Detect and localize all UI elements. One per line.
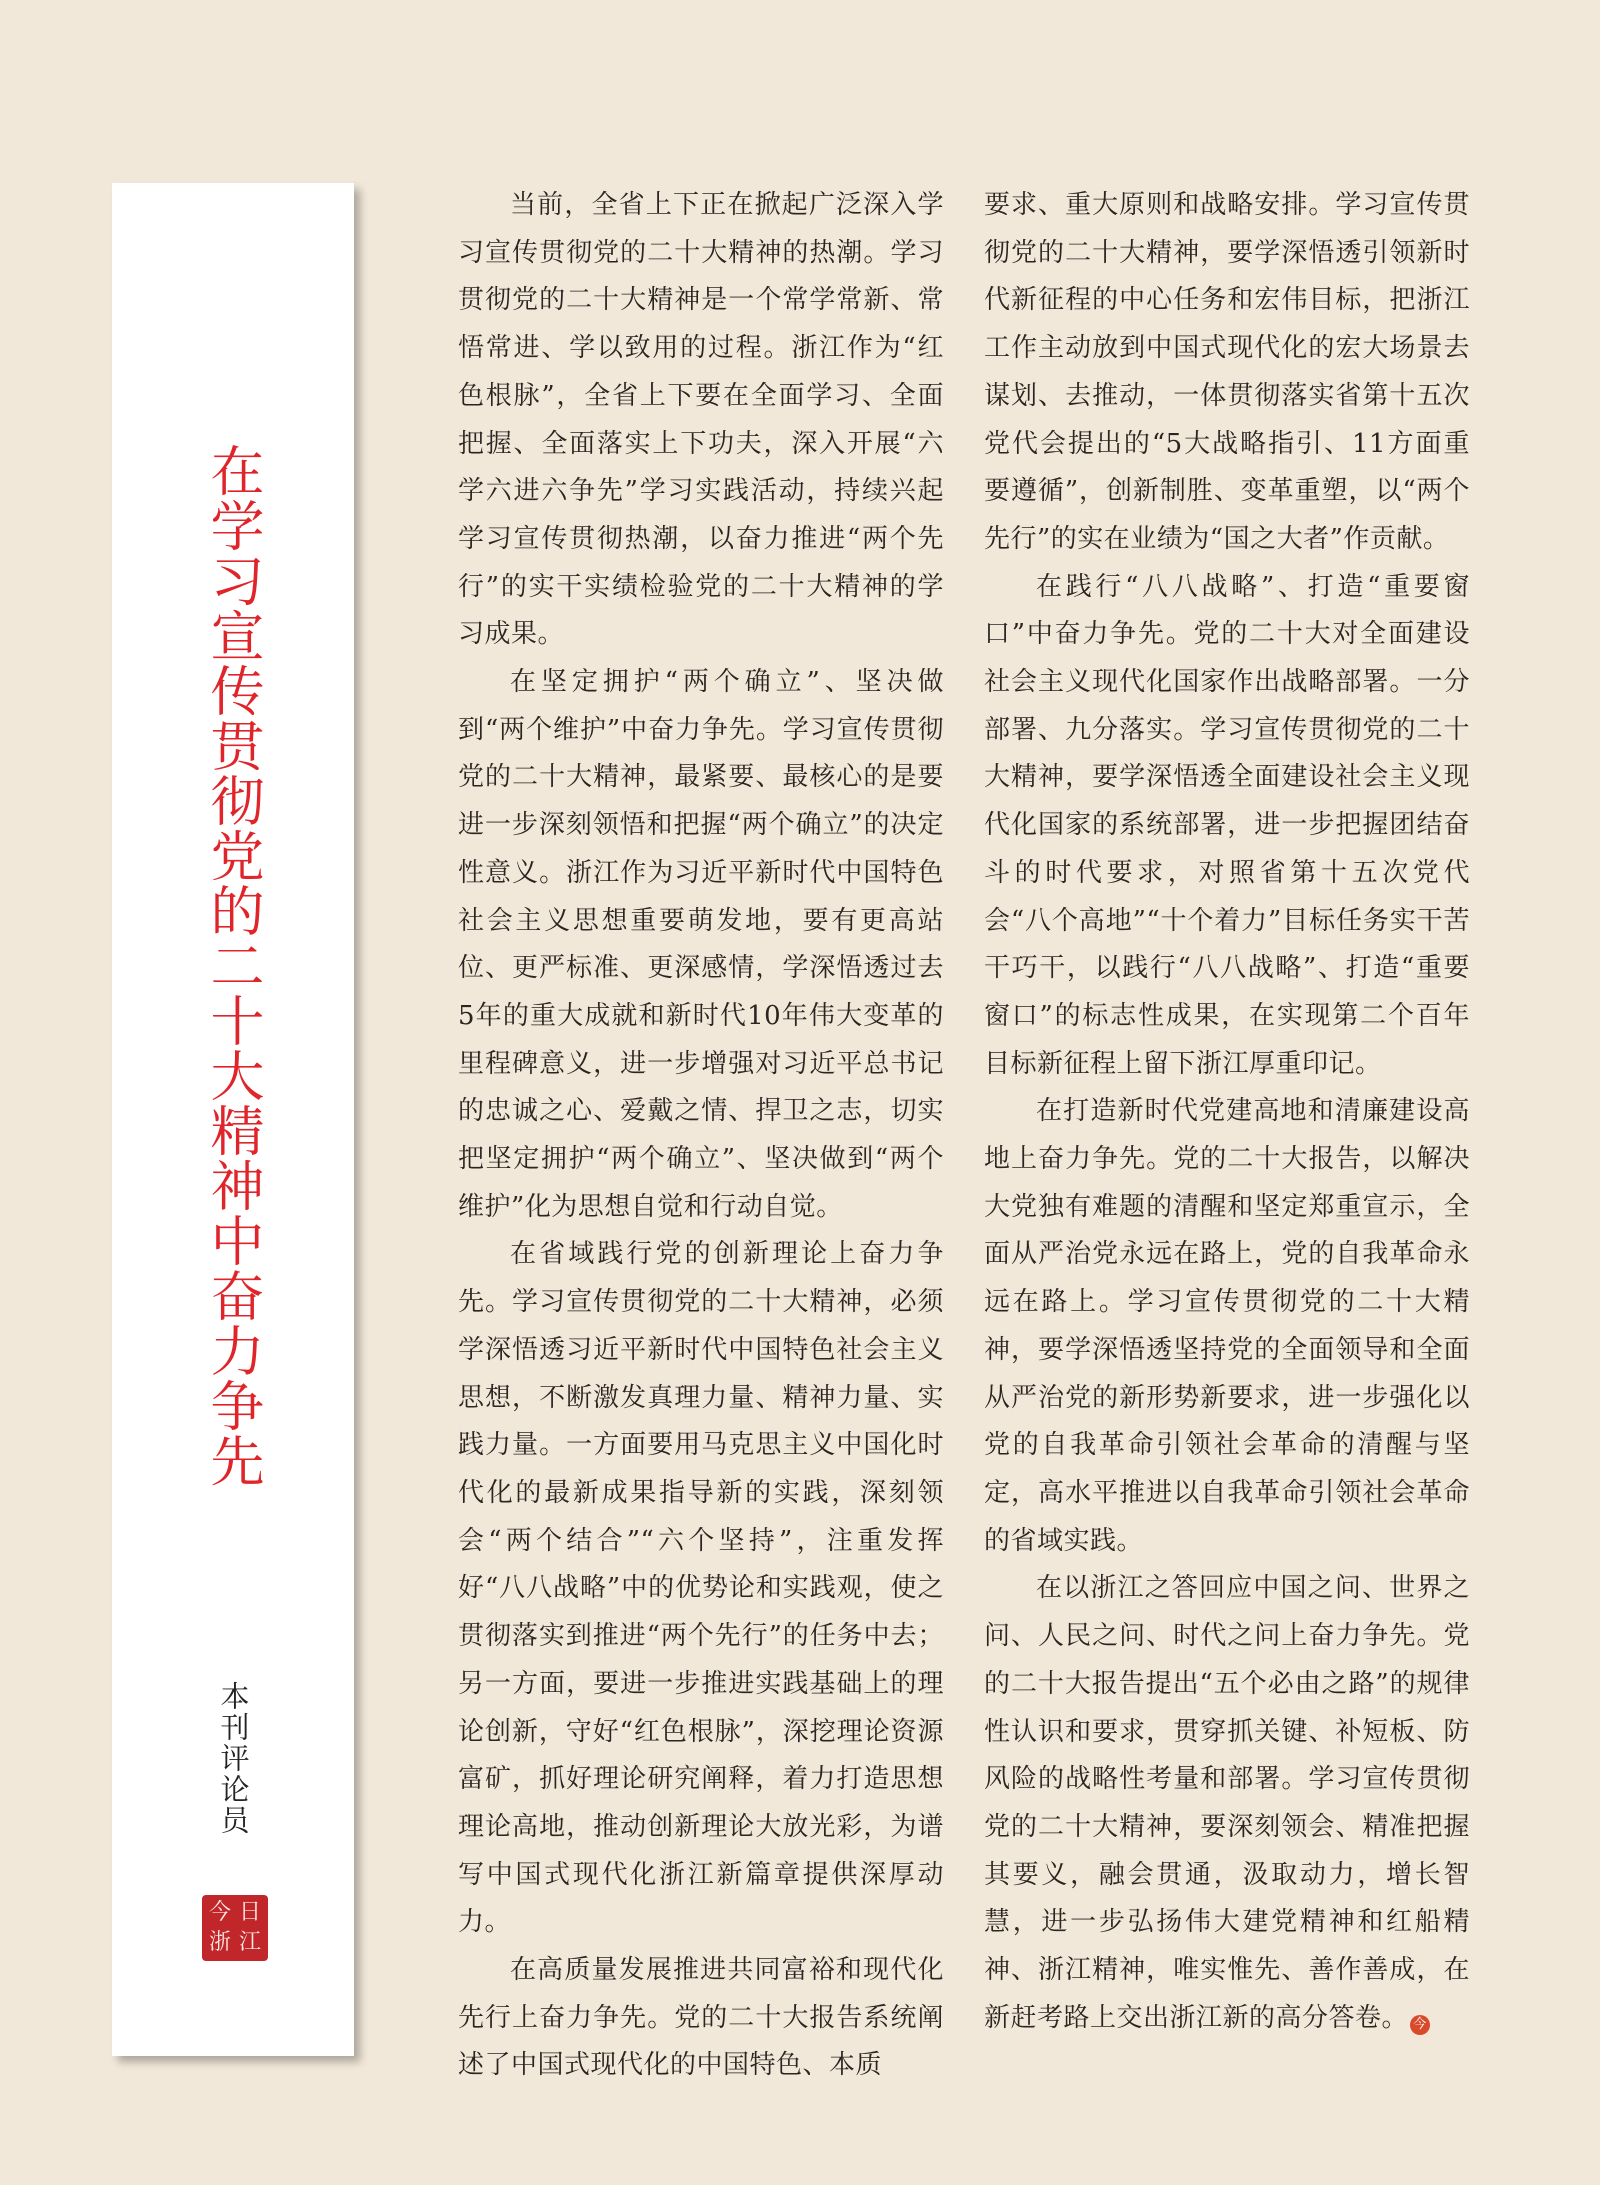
title-banner (112, 183, 354, 2056)
paragraph: 在践行“八八战略”、打造“重要窗口”中奋力争先。党的二十大对全面建设社会主义现代化国家作出战略部署。一分部署、九分落实。学习宣传贯彻党的二十大精神，要学深悟透全面建设社会主义现代化国家的系统部署，进一步把握团结奋斗的时代要求，对照省第十五次党代会“八个高地”“十个着力”目标任务实干苦干巧干，以践行“八八战略”、打造“重要窗口”的标志性成果，在实现第二个百年目标新征程上留下浙江厚重印记。 (984, 571, 1470, 1079)
paragraph: 在坚定拥护“两个确立”、坚决做到“两个维护”中奋力争先。学习宣传贯彻党的二十大精神，最紧要、最核心的是要进一步深刻领悟和把握“两个确立”的决定性意义。浙江作为习近平新时代中国特色社会主义思想重要萌发地，要有更高站位、更严标准、更深感情，学深悟透过去5年的重大成就和新时代10年伟大变革的里程碑意义，进一步增强对习近平总书记的忠诚之心、爱戴之情、捍卫之志，切实把坚定拥护“两个确立”、坚决做到“两个维护”化为思想自觉和行动自觉。 (458, 667, 944, 1222)
end-mark-icon: 今 (1410, 2015, 1430, 2035)
paragraph: 在高质量发展推进共同富裕和现代化先行上奋力争先。党的二十大报告系统阐述了中国式现代化的中国特色、本质 (458, 1955, 944, 2081)
text-column-left (458, 182, 944, 2090)
paragraph-text: 在以浙江之答回应中国之问、世界之问、人民之问、时代之问上奋力争先。党的二十大报告提出“五个必由之路”的规律性认识和要求，贯穿抓关键、补短板、防风险的战略性考量和部署。学习宣传贯彻党的二十大精神，要深刻领会、精准把握其要义，融会贯通，汲取动力，增长智慧，进一步弘扬伟大建党精神和红船精神、浙江精神，唯实惟先、善作善成，在新赶考路上交出浙江新的高分答卷。 (984, 1573, 1470, 2033)
paragraph: 当前，全省上下正在掀起广泛深入学习宣传贯彻党的二十大精神的热潮。学习贯彻党的二十大精神是一个常学常新、常悟常进、学以致用的过程。浙江作为“红色根脉”，全省上下要在全面学习、全面把握、全面落实上下功夫，深入开展“六学六进六争先”学习实践活动，持续兴起学习宣传贯彻热潮，以奋力推进“两个先行”的实干实绩检验党的二十大精神的学习成果。 (458, 190, 944, 650)
text-column-right (984, 182, 1470, 2042)
paragraph: 在省域践行党的创新理论上奋力争先。学习宣传贯彻党的二十大精神，必须学深悟透习近平新时代中国特色社会主义思想，不断激发真理力量、精神力量、实践力量。一方面要用马克思主义中国化时代化的最新成果指导新的实践，深刻领会“两个结合”“六个坚持”，注重发挥好“八八战略”中的优势论和实践观，使之贯彻落实到推进“两个先行”的任务中去；另一方面，要进一步推进实践基础上的理论创新，守好“红色根脉”，深挖理论资源富矿，抓好理论研究阐释，着力打造思想理论高地，推动创新理论大放光彩，为谱写中国式现代化浙江新篇章提供深厚动力。 (458, 1239, 944, 1938)
paragraph: 在打造新时代党建高地和清廉建设高地上奋力争先。党的二十大报告，以解决大党独有难题的清醒和坚定郑重宣示，全面从严治党永远在路上，党的自我革命永远在路上。学习宣传贯彻党的二十大精神，要学深悟透坚持党的全面领导和全面从严治党的新形势新要求，进一步强化以党的自我革命引领社会革命的清醒与坚定，高水平推进以自我革命引领社会革命的省域实践。 (984, 1096, 1470, 1556)
seal-char: 江 (238, 1930, 261, 1955)
seal-stamp (202, 1895, 268, 1961)
seal-char: 今 (208, 1900, 231, 1925)
article-title: 在学习宣传贯彻党的二十大精神中奋力争先 (202, 443, 265, 1488)
paragraph-continued: 要求、重大原则和战略安排。学习宣传贯彻党的二十大精神，要学深悟透引领新时代新征程的中心任务和宏伟目标，把浙江工作主动放到中国式现代化的宏大场景去谋划、去推动，一体贯彻落实省第十五次党代会提出的“5大战略指引、11方面重要遵循”，创新制胜、变革重塑，以“两个先行”的实在业绩为“国之大者”作贡献。 (984, 190, 1470, 554)
seal-char: 浙 (208, 1930, 231, 1955)
paragraph-last (984, 1565, 1470, 2042)
seal-char: 日 (238, 1900, 261, 1925)
byline: 本刊评论员 (216, 1681, 251, 1836)
